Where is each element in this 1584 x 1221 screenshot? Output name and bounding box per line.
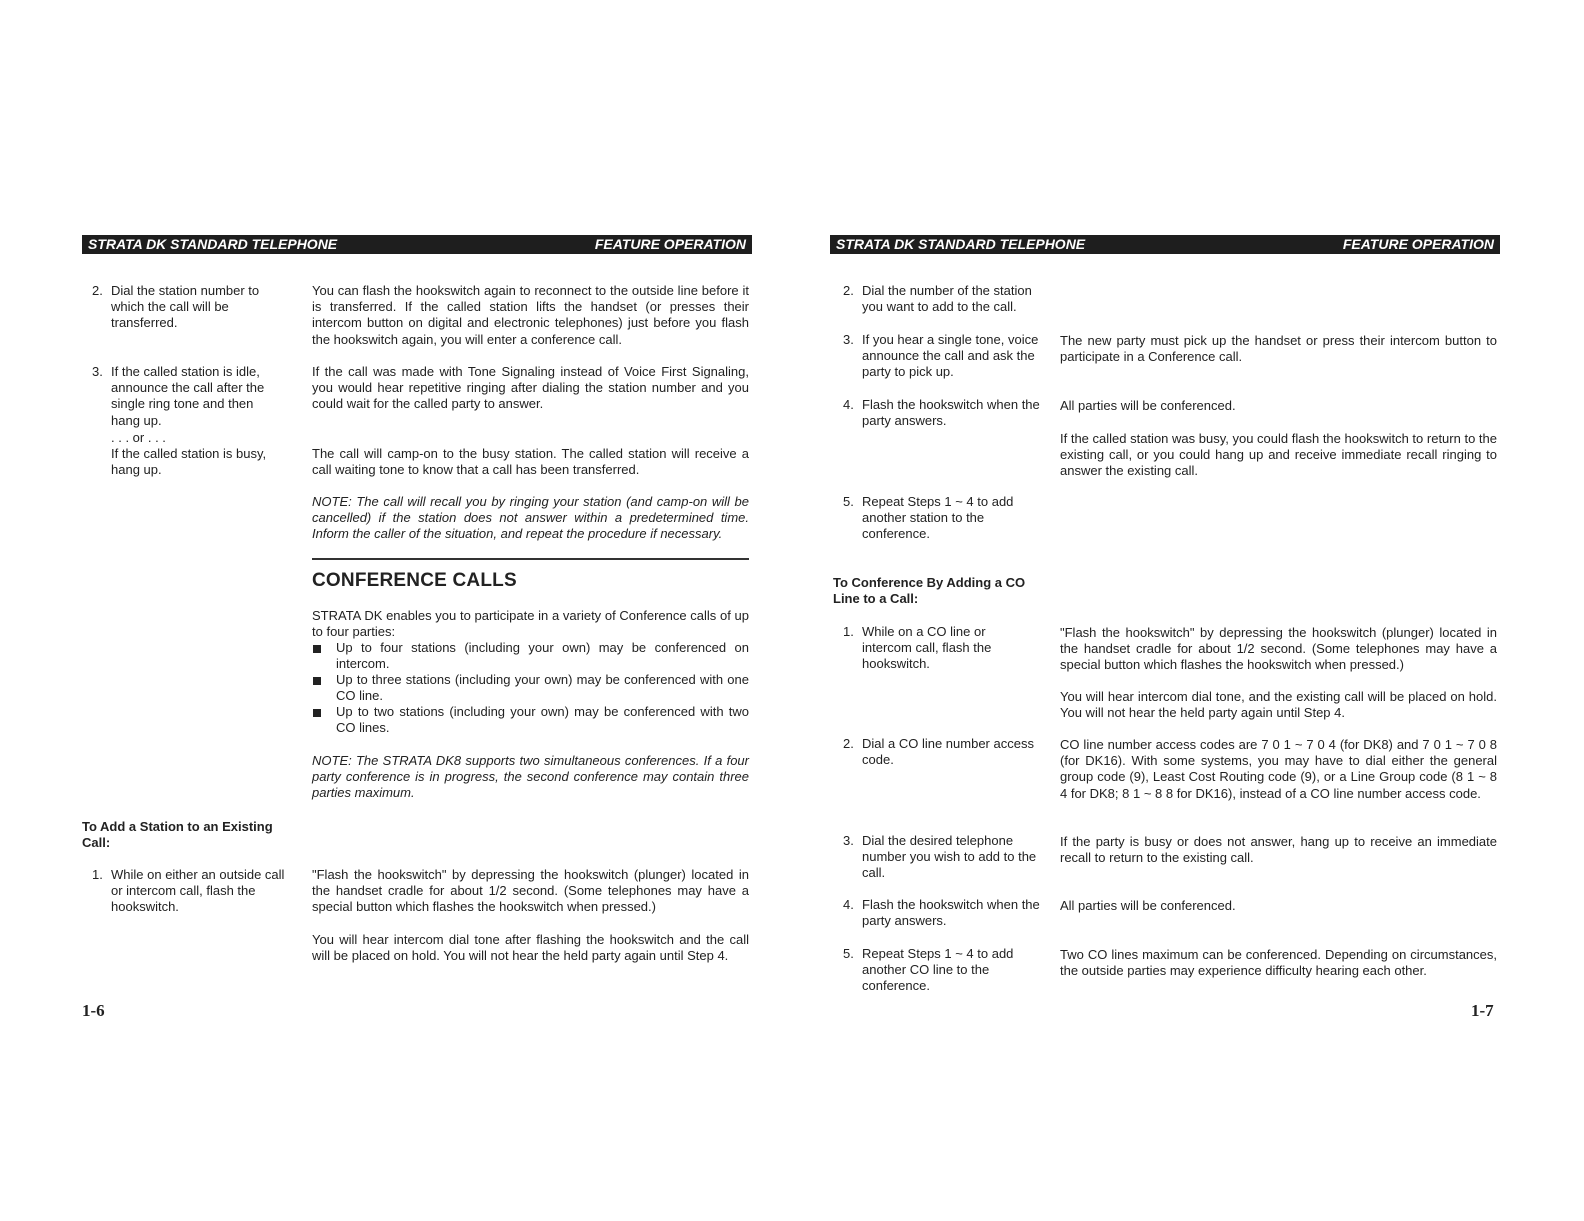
left-step-3-number: 3. xyxy=(92,364,103,379)
right-desc-all-conferenced: All parties will be conferenced. xyxy=(1060,398,1236,413)
right-b-step-4-text: Flash the hookswitch when the party answers. xyxy=(862,897,1040,929)
right-step-2-number: 2. xyxy=(843,283,854,298)
section-title: CONFERENCE CALLS xyxy=(312,570,517,591)
right-b-step-1-text: While on a CO line or intercom call, flash the hookswitch. xyxy=(862,624,992,672)
right-step-4-text: Flash the hookswitch when the party answers. xyxy=(862,397,1040,429)
left-step-3-text: If the called station is idle, announce the call after the single ring tone and then hang up. xyxy=(111,364,265,428)
subheading-add-co-line: To Conference By Adding a CO Line to a Call: xyxy=(833,575,1026,607)
right-desc-new-party: The new party must pick up the handset or press their intercom button to participate in a Conference call. xyxy=(1060,333,1497,365)
left-page-header xyxy=(82,235,752,254)
right-b-desc-busy: If the party is busy or does not answer, hang up to receive an immediate recall to return to the existing call. xyxy=(1060,834,1497,866)
right-b-step-5-number: 5. xyxy=(843,946,854,961)
left-step-3-or: . . . or . . . xyxy=(111,430,166,445)
bullet-item-2: Up to three stations (including your own) may be conferenced with one CO line. xyxy=(336,672,749,704)
left-desc-tone-signaling: If the call was made with Tone Signaling instead of Voice First Signaling, you would hear repetitive ringing after dialing the station number and you could wait for the called party to answer. xyxy=(312,364,749,412)
right-b-desc-all-conferenced: All parties will be conferenced. xyxy=(1060,898,1236,913)
right-b-step-4-number: 4. xyxy=(843,897,854,912)
bullet-icon xyxy=(313,645,321,653)
right-desc-busy: If the called station was busy, you could flash the hookswitch to return to the existing call, or you could hang up and receive immediate recall ringing to answer the existing call. xyxy=(1060,431,1497,479)
right-page-header xyxy=(830,235,1500,254)
left-note-dk8: NOTE: The STRATA DK8 supports two simultaneous conferences. If a four party conference is in progress, the second conference may contain three parties maximum. xyxy=(312,753,749,801)
bullet-icon xyxy=(313,677,321,685)
left-step-1-text: While on either an outside call or intercom call, flash the hookswitch. xyxy=(111,867,285,915)
left-header-section: FEATURE OPERATION xyxy=(594,236,746,252)
right-b-step-3-number: 3. xyxy=(843,833,854,848)
right-header-title: STRATA DK STANDARD TELEPHONE xyxy=(836,236,1086,252)
right-b-step-5-text: Repeat Steps 1 ~ 4 to add another CO line to the conference. xyxy=(862,946,1014,994)
right-step-3-text: If you hear a single tone, voice announce the call and ask the party to pick up. xyxy=(862,332,1039,380)
left-step-2-text: Dial the station number to which the call will be transferred. xyxy=(111,283,260,331)
right-b-step-2-number: 2. xyxy=(843,736,854,751)
right-step-5-text: Repeat Steps 1 ~ 4 to add another station to the conference. xyxy=(862,494,1014,542)
right-b-step-3-text: Dial the desired telephone number you wish to add to the call. xyxy=(862,833,1037,881)
page-number-left: 1-6 xyxy=(82,1001,105,1020)
bullet-icon xyxy=(313,709,321,717)
right-b-desc-flash: "Flash the hookswitch" by depressing the hookswitch (plunger) located in the handset cradle for about 1/2 second. (Some telephones may have a special button which flashes the hookswitch when pressed.) xyxy=(1060,625,1497,673)
left-step-1-number: 1. xyxy=(92,867,103,882)
left-step-2-number: 2. xyxy=(92,283,103,298)
left-step-3-alt: If the called station is busy, hang up. xyxy=(111,446,267,478)
right-step-3-number: 3. xyxy=(843,332,854,347)
right-b-desc-access-codes: CO line number access codes are 7 0 1 ~ 7 0 4 (for DK8) and 7 0 1 ~ 7 0 8 (for DK16). With some systems, you may have to dial either the general group code (9), Least Cost Routing code (9), or a Line Group code (8 1 ~ 8 4 for DK8; 8 1 ~ 8 8 for DK16), instead of a CO line number access code. xyxy=(1060,737,1497,801)
section-divider xyxy=(312,558,749,560)
right-step-2-text: Dial the number of the station you want to add to the call. xyxy=(862,283,1032,315)
right-b-step-2-text: Dial a CO line number access code. xyxy=(862,736,1034,768)
right-b-step-1-number: 1. xyxy=(843,624,854,639)
right-b-desc-two-co-lines: Two CO lines maximum can be conferenced. Depending on circumstances, the outside parties may experience difficulty hearing each other. xyxy=(1060,947,1497,979)
bullet-item-1: Up to four stations (including your own) may be conferenced on intercom. xyxy=(336,640,749,672)
page-number-right: 1-7 xyxy=(1471,1001,1494,1020)
left-note-recall: NOTE: The call will recall you by ringing your station (and camp-on will be cancelled) if the station does not answer within a predetermined time. Inform the caller of the situation, and repeat the procedure if necessary. xyxy=(312,494,749,542)
left-desc-dial-tone: You will hear intercom dial tone after flashing the hookswitch and the call will be placed on hold. You will not hear the held party again until Step 4. xyxy=(312,932,749,964)
subheading-add-station: To Add a Station to an Existing Call: xyxy=(82,819,273,851)
bullet-item-3: Up to two stations (including your own) may be conferenced with two CO lines. xyxy=(336,704,749,736)
conference-intro: STRATA DK enables you to participate in a variety of Conference calls of up to four parties: xyxy=(312,608,749,640)
right-step-5-number: 5. xyxy=(843,494,854,509)
right-header-section: FEATURE OPERATION xyxy=(1342,236,1494,252)
right-b-desc-dial-tone: You will hear intercom dial tone, and the existing call will be placed on hold. You will not hear the held party again until Step 4. xyxy=(1060,689,1497,721)
left-desc-camp-on: The call will camp-on to the busy station. The called station will receive a call waiting tone to know that a call has been transferred. xyxy=(312,446,749,478)
left-desc-flash: "Flash the hookswitch" by depressing the hookswitch (plunger) located in the handset cradle for about 1/2 second. (Some telephones may have a special button which flashes the hookswitch when pressed.) xyxy=(312,867,749,915)
left-header-title: STRATA DK STANDARD TELEPHONE xyxy=(88,236,338,252)
right-step-4-number: 4. xyxy=(843,397,854,412)
left-desc-reconnect: You can flash the hookswitch again to reconnect to the outside line before it is transferred. If the called station lifts the handset (or presses their intercom button on digital and electronic telephones) just before you flash the hookswitch again, you will enter a conference call. xyxy=(312,283,749,347)
